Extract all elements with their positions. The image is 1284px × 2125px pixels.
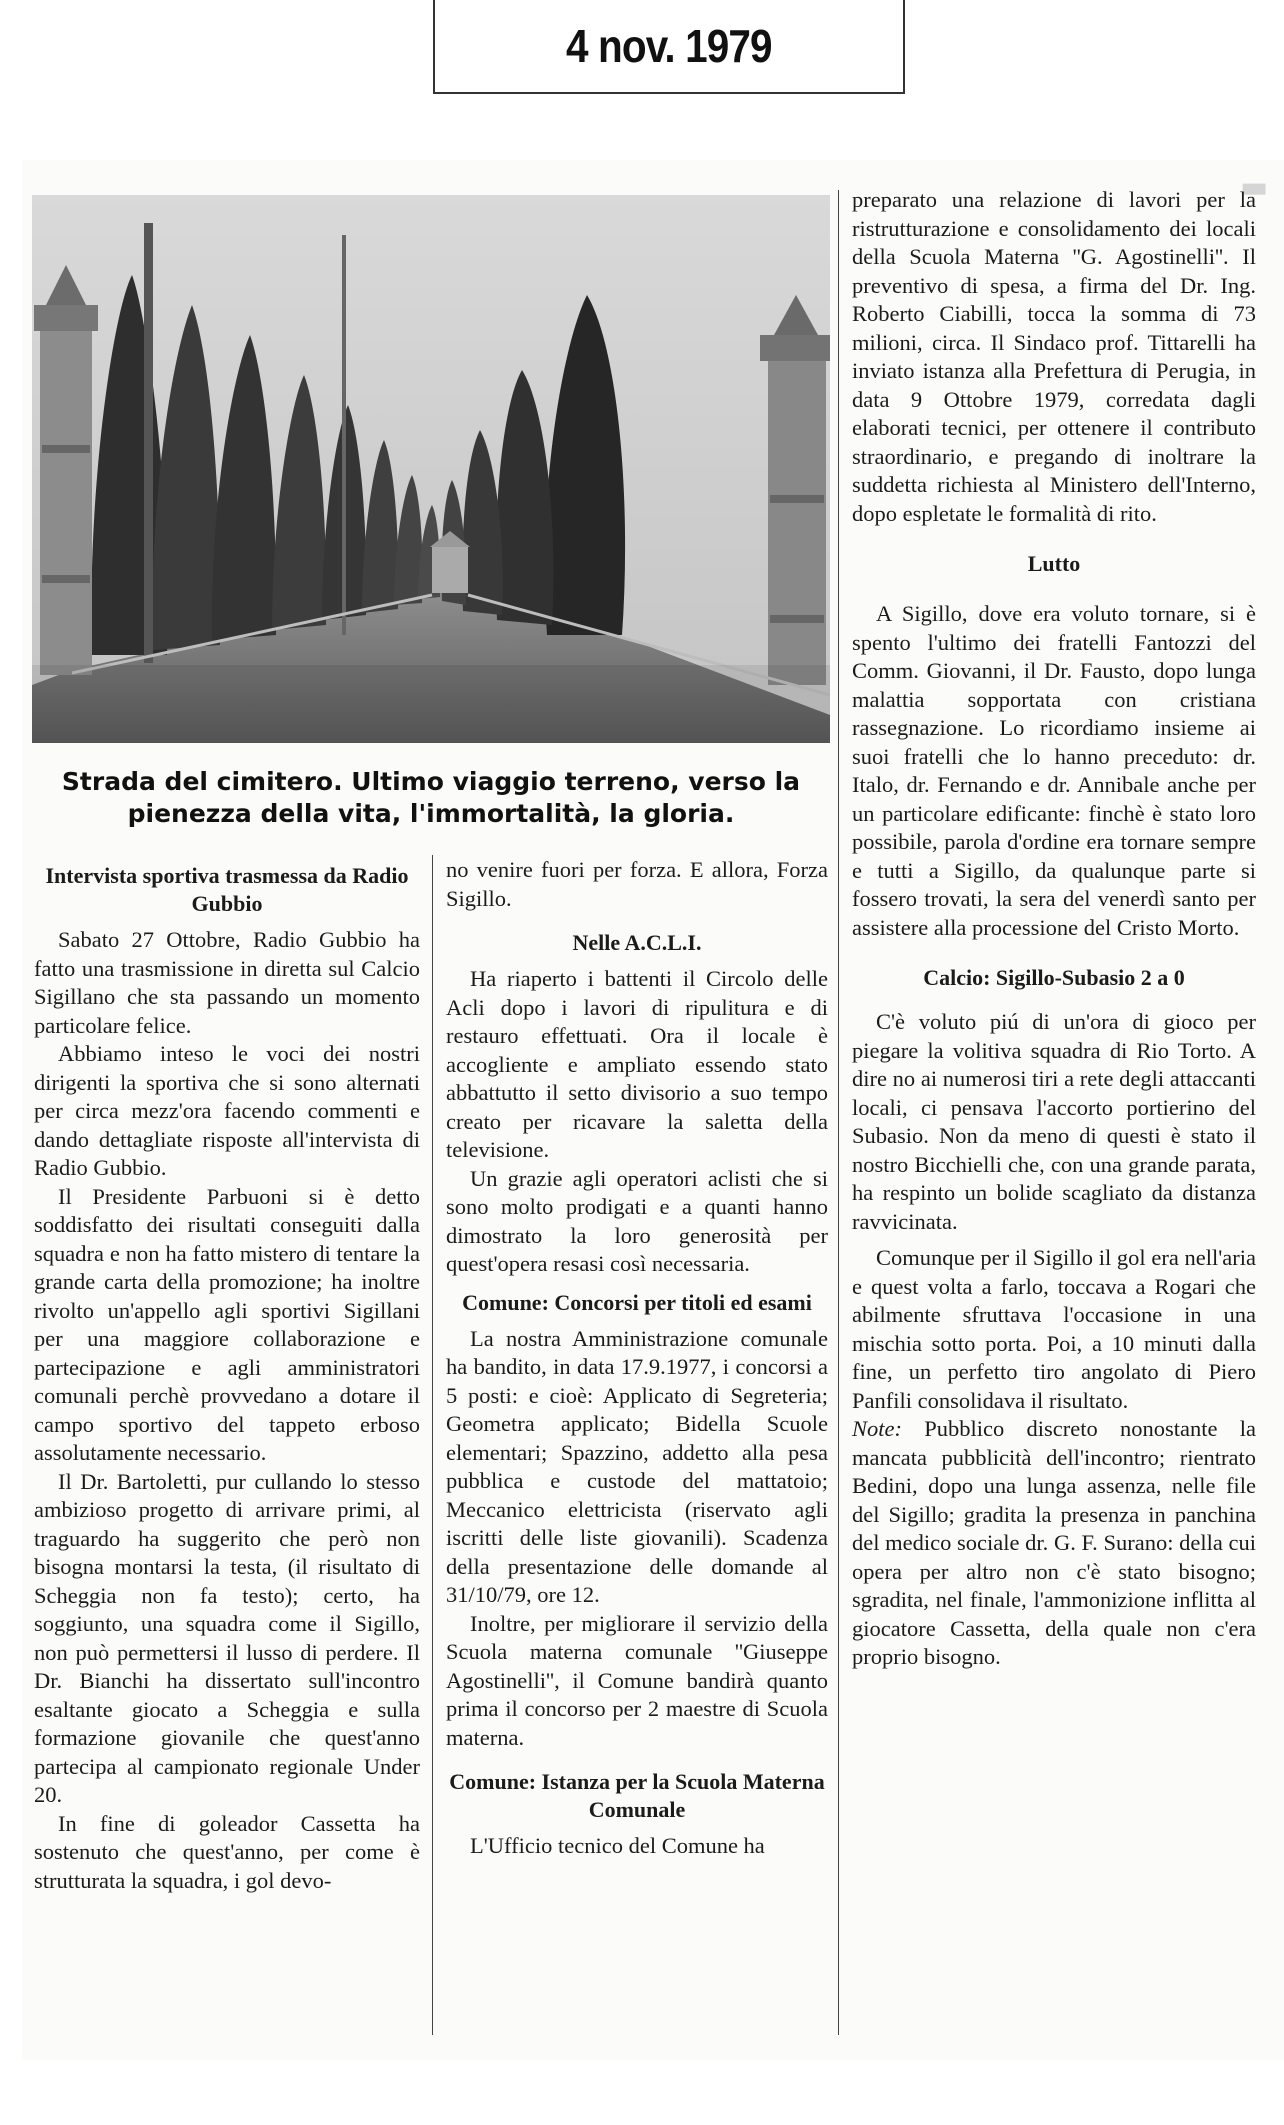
radio-gubbio-continuation: no venire fuori per forza. E allora, Forza Sigillo. [446,857,828,911]
concorsi-paragraph-2: Inoltre, per migliorare il servizio della Scuola materna comunale ''Giuseppe Agostinelli'', il Comune bandirà quanto prima il concorso per 2 maestre di Scuola materna. [446,1610,828,1750]
concorsi-heading: Comune: Concorsi per titoli ed esami [462,1289,812,1315]
photo-caption [32,766,830,830]
calcio-heading: Calcio: Sigillo-Subasio 2 a 0 [923,965,1185,990]
cemetery-avenue-photo [32,195,830,743]
column-2 [446,856,828,1861]
calcio-note [852,1415,1256,1672]
clipping-date: 4 nov. 1979 [566,20,772,72]
acli-heading: Nelle A.C.L.I. [572,930,702,955]
calcio-paragraph-1: C'è voluto piú di un'ora di gioco per piegare la volitiva squadra di Rio Torto. A dire no ai numerosi tiri a rete degli attaccanti locali, ci pensava l'accorto portierino del Subasio. Non da meno di questi è stato il nostro Bicchielli che, con una grande parata, ha respinto un bolide scagliato da distanza ravvicinata. [852,1009,1256,1234]
note-label: Note: [852,1416,902,1441]
column-rule-1 [432,855,433,2035]
column-1 [34,856,420,1895]
calcio-paragraph-2: Comunque per il Sigillo il gol era nell'aria e quest volta a farlo, toccava a Rogari che abilmente sfruttava l'occasione in una mischia sotto porta. Poi, a 10 minuti dalla fine, un perfetto tiro angolato di Piero Panfili consolidava il risultato. [852,1245,1256,1413]
radio-gubbio-heading: Intervista sportiva trasmessa da Radio Gubbio [45,863,409,916]
note-text: Pubblico discreto nonostante la mancata pubblicità dell'incontro; rientrato Bedini, dopo una lunga assenza, nelle file del Sigillo; gradita la presenza in panchina del medico sociale dr. G. F. Surano: della cui opera per altro non c'è stato bisogno; sgradita, nel finale, l'ammonizione inflitta al giocatore Cassetta, della quale non c'era proprio bisogno. [852,1416,1256,1669]
istanza-paragraph-start: L'Ufficio tecnico del Comune ha [470,1833,765,1858]
radio-gubbio-paragraph-1: Sabato 27 Ottobre, Radio Gubbio ha fatto una trasmissione in diretta sul Calcio Sigillano che sta passando un momento particolare felice. [34,927,420,1038]
caption-line-2: pienezza della vita, l'immortalità, la gloria. [127,799,735,828]
date-stamp-box [433,0,905,94]
radio-gubbio-paragraph-4: Il Dr. Bartoletti, pur cullando lo stesso ambizioso progetto di arrivare primi, al traguardo ha suggerito che però non bisogna montarsi la testa, (il risultato di Scheggia non fa testo); certo, ha soggiunto, una squadra come il Sigillo, non può permettersi il lusso di perdere. Il Dr. Bianchi ha dissertato sull'incontro esaltante giocato a Scheggia e sulla formazione giovanile che quest'anno partecipa al campionato regionale Under 20. [34,1468,420,1807]
acli-paragraph-1: Ha riaperto i battenti il Circolo delle Acli dopo i lavori di ripulitura e di restauro effettuati. Ora il locale è accogliente e ampliato essendo stato abbattutto il setto divisorio a suo tempo creato per ricavare la saletta della televisione. [446,966,828,1162]
concorsi-paragraph-1: La nostra Amministrazione comunale ha bandito, in data 17.9.1977, i concorsi a 5 posti: e cioè: Applicato di Segreteria; Geometra applicato; Bidella Scuole elementari; Spazzino, addetto alla pesa pubblica e custode del mattatoio; Meccanico elettricista (riservato agli iscritti delle liste giovanili). Scadenza della presentazione delle domande al 31/10/79, ore 12. [446,1325,828,1607]
lutto-heading: Lutto [1027,551,1081,576]
radio-gubbio-paragraph-5: In fine di goleador Cassetta ha sostenuto che quest'anno, per come è strutturata la squadra, i gol devo- [34,1810,420,1893]
bleed-through-decoration: ▬ [1240,170,1269,205]
radio-gubbio-paragraph-2: Abbiamo inteso le voci dei nostri dirigenti la sportiva che si sono alternati per circa mezz'ora facendo commenti e dando dettagliate risposte all'intervista di Radio Gubbio. [34,1041,420,1180]
radio-gubbio-paragraph-3: Il Presidente Parbuoni si è detto soddisfatto dei risultati conseguiti dalla squadra e non ha fatto mistero di tentare la grande carta della promozione; ha inoltre rivolto un'appello agli sportivi Sigillani per una maggiore collaborazione e partecipazione e agli amministratori comunali perchè provvedano a dotare il campo sportivo del tappeto erboso assolutamente necessario. [34,1183,420,1465]
acli-paragraph-2: Un grazie agli operatori aclisti che si sono molto prodigati e a quanti hanno dimostrato la loro generosità per quest'opera resasi così necessaria. [446,1165,828,1276]
istanza-continuation: preparato una relazione di lavori per la ristrutturazione e consolidamento dei locali della Scuola Materna ''G. Agostinelli''. Il preventivo di spesa, a firma del Dr. Ing. Roberto Ciabilli, tocca la somma di 73 milioni, circa. Il Sindaco prof. Tittarelli ha inviato istanza alla Prefettura di Perugia, in data 9 Ottobre 1979, corredata dagli elaborati tecnici, per ottenere il contributo straordinario, e pregando di inoltrare la suddetta richiesta al Ministero dell'Interno, dopo espletate le formalità di rito. [852,187,1256,526]
column-rule-2 [838,190,839,2035]
caption-line-1: Strada del cimitero. Ultimo viaggio terreno, verso la [61,767,801,796]
cemetery-avenue-photo-icon [32,195,830,743]
lutto-paragraph: A Sigillo, dove era voluto tornare, si è spento l'ultimo dei fratelli Fantozzi del Comm. Giovanni, il Dr. Fausto, dopo lunga malattia sopportata con cristiana rassegnazione. Lo ricordiamo insieme ai suoi fratelli che lo hanno preceduto: dr. Italo, dr. Fernando e dr. Annibale anche per un particolare edificante: finchè è stato loro possibile, parola d'ordine era tornare sempre e tutti a Sigillo, da qualunque parte si fossero trovati, la sera del venerdì santo per assistere alla processione del Cristo Morto. [852,601,1256,940]
column-3 [852,186,1256,1672]
istanza-heading: Comune: Istanza per la Scuola Materna Comunale [449,1769,825,1822]
